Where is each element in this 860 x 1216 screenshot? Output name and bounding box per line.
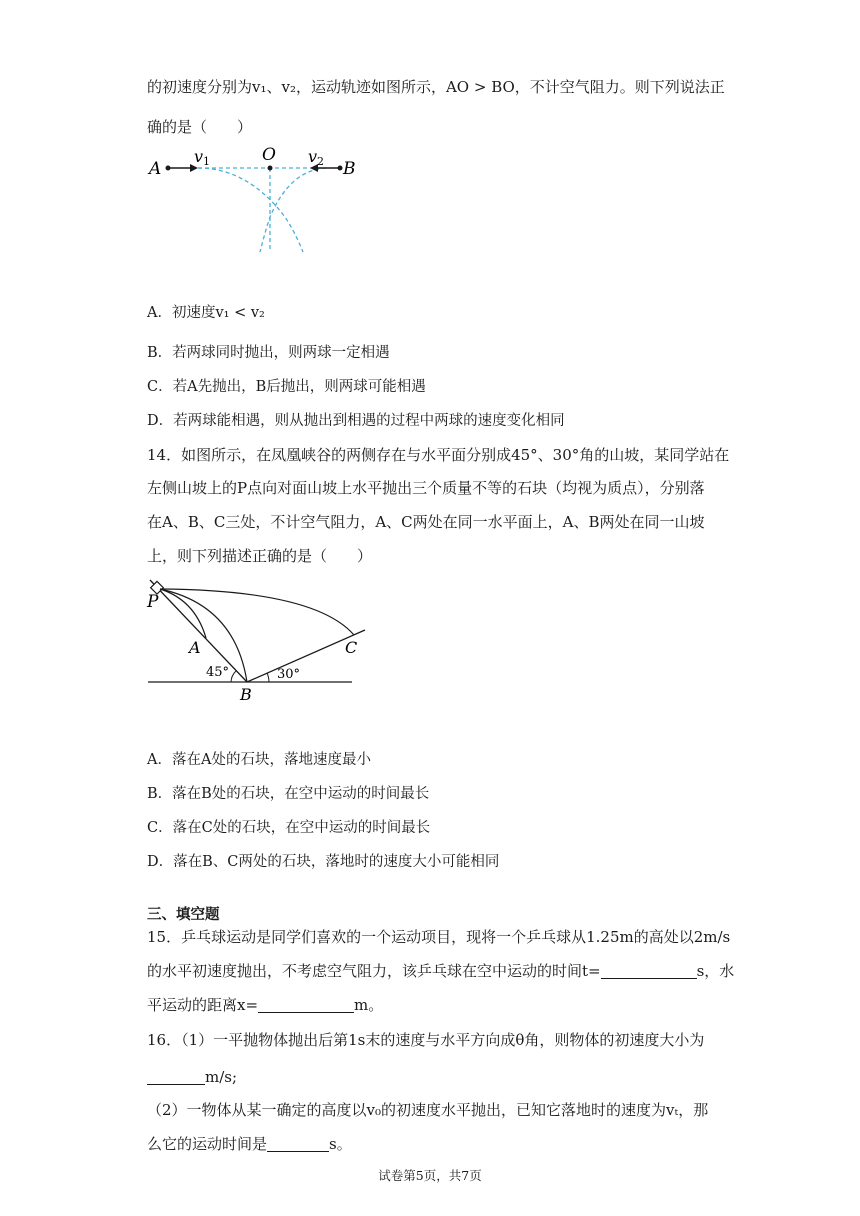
q14-option-d: D．落在B、C两处的石块，落地时的速度大小可能相同	[147, 854, 500, 870]
q15-stem-line-1: 15．乒乓球运动是同学们喜欢的一个运动项目，现将一个乒乓球从1.25m的高处以2m/s	[147, 928, 731, 946]
q16-stem-line-3: （2）一物体从某一确定的高度以v₀的初速度水平抛出，已知它落地时的速度为vₜ，那	[147, 1101, 709, 1119]
q15-stem-line-2	[147, 961, 734, 981]
q16-stem-line-2	[147, 1067, 237, 1087]
q14-option-c: C．落在C处的石块，在空中运动的时间最长	[147, 820, 431, 836]
q14-angle-arc-left	[231, 671, 236, 682]
q15-blank-distance[interactable]	[258, 996, 354, 1013]
q13-label-a: A	[149, 159, 162, 179]
q15-stem-line-3	[147, 995, 383, 1015]
q13-stem-line-2: 确的是（ ）	[147, 118, 253, 136]
q13-point-o	[268, 166, 273, 171]
q14-stem-line-3: 在A、B、C三处，不计空气阻力，A、C两处在同一水平面上，A、B两处在同一山坡	[147, 513, 705, 531]
q13-option-a: A．初速度v₁ < v₂	[147, 305, 265, 321]
page-footer: 试卷第5页，共7页	[378, 1168, 482, 1183]
q13-option-b: B．若两球同时抛出，则两球一定相遇	[147, 345, 390, 361]
q15-blank-time[interactable]	[601, 962, 697, 979]
section-title: 三、填空题	[147, 906, 220, 923]
q13-label-b: B	[343, 159, 356, 179]
q13-label-v2: v2	[308, 147, 325, 168]
q13-label-v1: v1	[194, 147, 211, 168]
q14-angle-45: 45°	[206, 665, 230, 680]
q14-left-slope	[150, 580, 247, 682]
q16-blank-velocity[interactable]	[147, 1068, 205, 1085]
q14-label-p: P	[147, 592, 159, 612]
q16-stem-line-4	[147, 1134, 352, 1154]
q15-line3-end: m。	[354, 996, 384, 1014]
q13-stem-line-1: 的初速度分别为v₁、v₂，运动轨迹如图所示，AO > BO，不计空气阻力。则下列说法正	[147, 78, 725, 96]
q16-line4-end: s。	[329, 1135, 352, 1153]
q16-line4-text: 么它的运动时间是	[147, 1135, 268, 1153]
q14-option-b: B．落在B处的石块，在空中运动的时间最长	[147, 786, 430, 802]
q13-option-d: D．若两球能相遇，则从抛出到相遇的过程中两球的速度变化相同	[147, 413, 565, 429]
q16-line2-end: m/s;	[205, 1068, 238, 1086]
q14-figure	[140, 575, 370, 705]
q14-label-c: C	[345, 638, 358, 657]
q14-label-b: B	[240, 685, 252, 704]
q16-stem-line-1: 16．（1）一平抛物体抛出后第1s末的速度与水平方向成θ角，则物体的初速度大小为	[147, 1031, 705, 1049]
q15-line2-text: 的水平初速度抛出，不考虑空气阻力，该乒乓球在空中运动的时间t=	[147, 962, 601, 980]
q13-label-o: O	[262, 145, 276, 165]
q13-option-c: C．若A先抛出，B后抛出，则两球可能相遇	[147, 379, 426, 395]
q13-figure	[140, 140, 380, 260]
q13-trajectory-a	[198, 168, 303, 252]
q16-blank-time[interactable]	[267, 1135, 329, 1152]
q14-trajectory-c	[160, 589, 354, 635]
q14-stem-line-1: 14．如图所示，在凤凰峡谷的两侧存在与水平面分别成45°、30°角的山坡，某同学站在	[147, 446, 730, 464]
q14-option-a: A．落在A处的石块，落地速度最小	[147, 752, 371, 768]
q14-stem-line-2: 左侧山坡上的P点向对面山坡上水平抛出三个质量不等的石块（均视为质点），分别落	[147, 479, 705, 497]
q14-label-a: A	[189, 638, 201, 657]
q14-angle-30: 30°	[277, 667, 301, 682]
q15-line3-text: 平运动的距离x=	[147, 996, 259, 1014]
q15-line2-end: s，水	[696, 962, 735, 980]
q14-angle-arc-right	[267, 673, 269, 682]
q14-stem-line-4: 上，则下列描述正确的是（ ）	[147, 547, 373, 565]
